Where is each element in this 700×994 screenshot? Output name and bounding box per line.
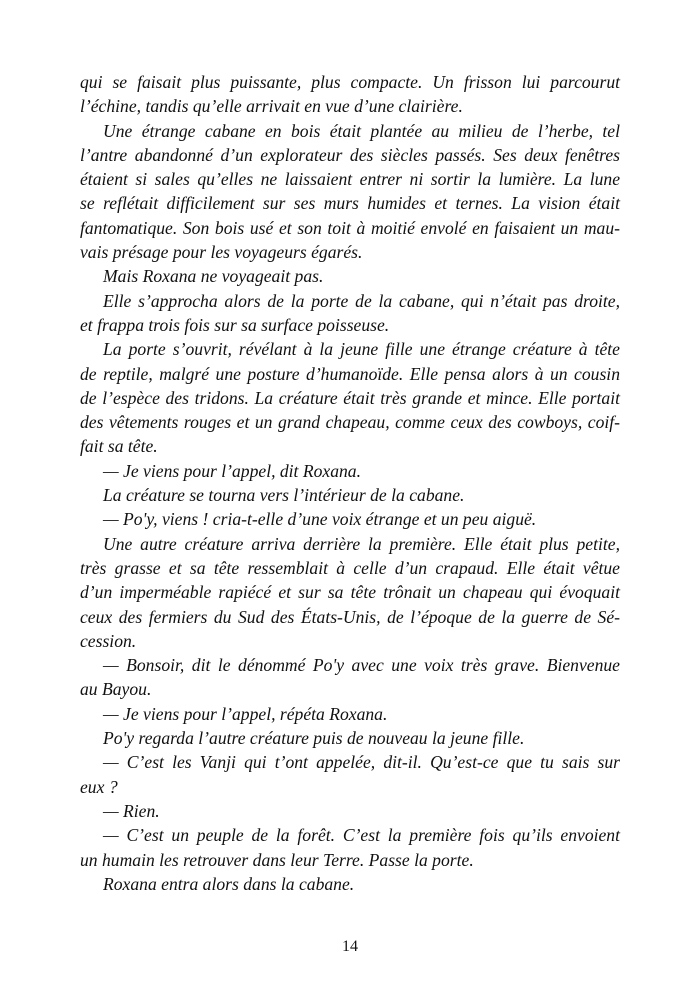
text-line: cession. [80,630,137,651]
text-line: au Bayou. [80,679,152,700]
text-line: Roxana entra alors dans la cabane. [103,873,355,894]
text-line: — Bonsoir, dit le dénommé Po'y avec une voix très grave. Bienvenue [103,655,620,676]
text-line: — Je viens pour l’appel, dit Roxana. [103,460,361,481]
text-line: de reptile, malgré une posture d’humanoïde. Elle pensa alors à un cousin [80,363,620,384]
text-line: La porte s’ouvrit, révélant à la jeune fille une étrange créature à tête [103,339,620,360]
text-line: — Je viens pour l’appel, répéta Roxana. [103,703,388,724]
text-line: qui se faisait plus puissante, plus compacte. Un frisson lui parcourut [80,72,620,92]
text-line: l’antre abandonné d’un explorateur des siècles passés. Ses deux fenêtres [80,144,620,165]
text-line: des vêtements rouges et un grand chapeau, comme ceux des cowboys, coif- [80,412,620,433]
text-line: se reflétait difficilement sur ses murs humides et ternes. La vision était [80,193,620,214]
text-line: fantomatique. Son bois usé et son toit à moitié envolé en faisaient un mau- [80,217,620,238]
page-number: 14 [342,938,358,955]
text-line: Une étrange cabane en bois était plantée au milieu de l’herbe, tel [103,120,620,141]
text-line: Po'y regarda l’autre créature puis de nouveau la jeune fille. [103,728,525,749]
text-line: — Po'y, viens ! cria-t-elle d’une voix étrange et un peu aiguë. [103,509,537,530]
page-body [80,70,620,896]
text-line: — Rien. [103,800,160,821]
text-line: d’un imperméable rapiécé et sur sa tête trônait un chapeau qui évoquait [80,582,620,603]
text-line: — C’est un peuple de la forêt. C’est la première fois qu’ils envoient [103,825,620,846]
text-line: vais présage pour les voyageurs égarés. [80,242,363,263]
text-line: ceux des fermiers du Sud des États-Unis, de l’époque de la guerre de Sé- [80,606,620,627]
text-line: fait sa tête. [80,436,158,457]
text-line: très grasse et sa tête ressemblait à celle d’un crapaud. Elle était vêtue [80,557,620,578]
text-line: de l’espèce des tridons. La créature était très grande et mince. Elle portait [80,387,620,408]
text-line: un humain les retrouver dans leur Terre. Passe la porte. [80,849,474,870]
text-line: eux ? [80,776,118,797]
text-line: Mais Roxana ne voyageait pas. [103,266,324,287]
text-line: étaient si sales qu’elles ne laissaient entrer ni sortir la lumière. La lune [80,169,620,190]
text-line: Elle s’approcha alors de la porte de la cabane, qui n’était pas droite, [103,290,620,311]
text-line: l’échine, tandis qu’elle arrivait en vue d’une clairière. [80,96,463,117]
text-line: Une autre créature arriva derrière la première. Elle était plus petite, [103,533,620,554]
text-line: et frappa trois fois sur sa surface poisseuse. [80,314,390,335]
text-line: La créature se tourna vers l’intérieur de la cabane. [103,485,465,506]
text-line: — C’est les Vanji qui t’ont appelée, dit-il. Qu’est-ce que tu sais sur [103,752,620,773]
